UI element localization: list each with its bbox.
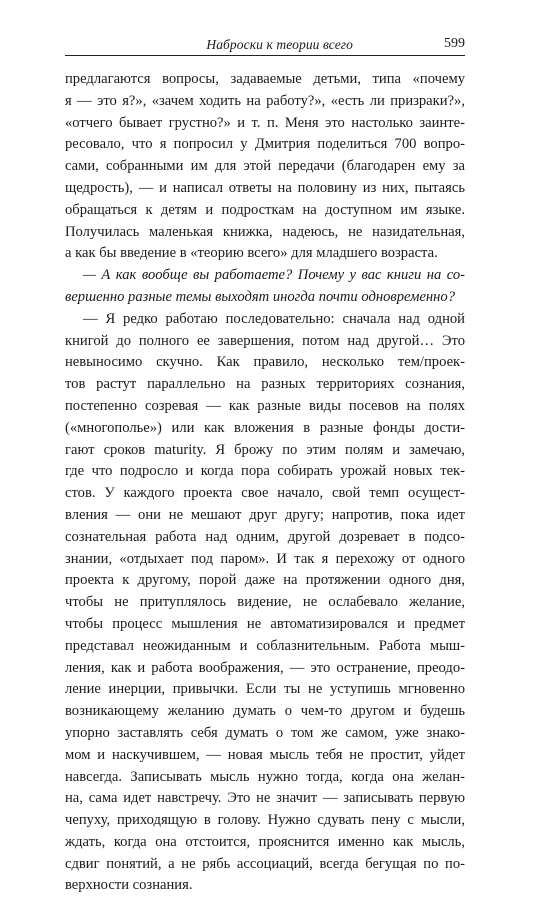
text-line: стов. У каждого проекта свое начало, свой темп осущест- [65, 485, 465, 502]
text-line: ления, как и работа воображения, — это остранение, преодо- [65, 659, 465, 676]
text-line: («многополье») или как вложения в разные фонды дости- [65, 419, 465, 436]
text-line: я — это я?», «зачем ходить на работу?», «есть ли призраки?», [65, 92, 465, 109]
running-header [65, 33, 465, 56]
text-line: — А как вообще вы работаете? Почему у вас книги на со- [83, 267, 465, 284]
text-line: проекта к другому, порой даже на протяжении одного дня, [65, 572, 465, 589]
text-line: сами, собранными им для этой передачи (благодарен ему за [65, 158, 465, 175]
text-line: сдвиг понятий, а не рябь ассоциаций, всегда бегущая по по- [65, 855, 465, 872]
text-line: вления — они не мешают друг другу; напротив, пока идет [65, 506, 465, 523]
text-line: чепуху, приходящую в голову. Нужно сдувать пену с мысли, [65, 812, 465, 829]
running-title: Наброски к теории всего [206, 37, 353, 52]
text-line: ресовало, что я попросил у Дмитрия поделиться 700 вопро- [65, 136, 465, 153]
text-line: навсегда. Записывать мысль нужно тогда, когда она желан- [65, 768, 465, 785]
text-line: предлагаются вопросы, задаваемые детьми, типа «почему [65, 71, 465, 87]
text-line: книгой до полного ее завершения, потом над другой… Это [65, 332, 465, 349]
text-line: ждать, когда она отстоится, прояснится именно как мысль, [65, 833, 465, 850]
text-line: чтобы процесс мышления не автоматизировался и предмет [65, 615, 465, 632]
text-line: тов растут параллельно на разных территориях сознания, [65, 376, 465, 393]
text-line: щедрость), — и написал ответы на половину из них, пытаясь [65, 179, 465, 196]
text-line: на, сама идет навстречу. Это не значит — записывать первую [65, 790, 465, 807]
text-line: сознательная работа над одним, другой дозревает в подсо- [65, 528, 465, 545]
text-line: знании, «отдыхает под паром». И так я перехожу от одного [65, 550, 465, 567]
text-line: где что подросло и когда пора собирать урожай новых тек- [65, 463, 465, 480]
text-line: а как бы введение в «теорию всего» для младшего возраста. [65, 245, 438, 262]
text-line: — Я редко работаю последовательно: сначала над одной [83, 310, 465, 327]
text-line: ление инерции, привычки. Если ты не уступишь мгновенно [65, 681, 465, 698]
text-line: Получилась маленькая книжка, надеюсь, не назидательная, [65, 223, 465, 240]
text-line: гают сроков maturity. Я брожу по этим полям и замечаю, [65, 441, 465, 458]
text-line: чтобы не притуплялось видение, не ослабевало желание, [65, 594, 465, 611]
text-line: вершенно разные темы выходят иногда почти одновременно? [65, 288, 456, 305]
text-line: возникающему желанию думать о чем-то другом и будешь [65, 703, 465, 720]
page-number: 599 [444, 36, 465, 51]
text-line: невыносимо скучно. Как правило, несколько тем/проек- [65, 354, 465, 371]
text-line: верхности сознания. [65, 877, 193, 894]
text-line: представал неожиданным и соблазнительным. Работа мыш- [65, 637, 465, 654]
text-line: постепенно созревая — как разные виды посевов на полях [65, 397, 465, 414]
text-line: упорно заставлять себя думать о том же самом, уже знако- [65, 724, 465, 741]
text-line: «отчего бывает грустно?» и т. п. Меня это настолько заинте- [65, 114, 465, 131]
text-line: обращаться к детям и подросткам на доступном им языке. [65, 201, 465, 218]
text-line: мом и наскучившем, — новая мысль тебя не простит, уйдет [65, 746, 465, 763]
body-text [65, 69, 465, 897]
